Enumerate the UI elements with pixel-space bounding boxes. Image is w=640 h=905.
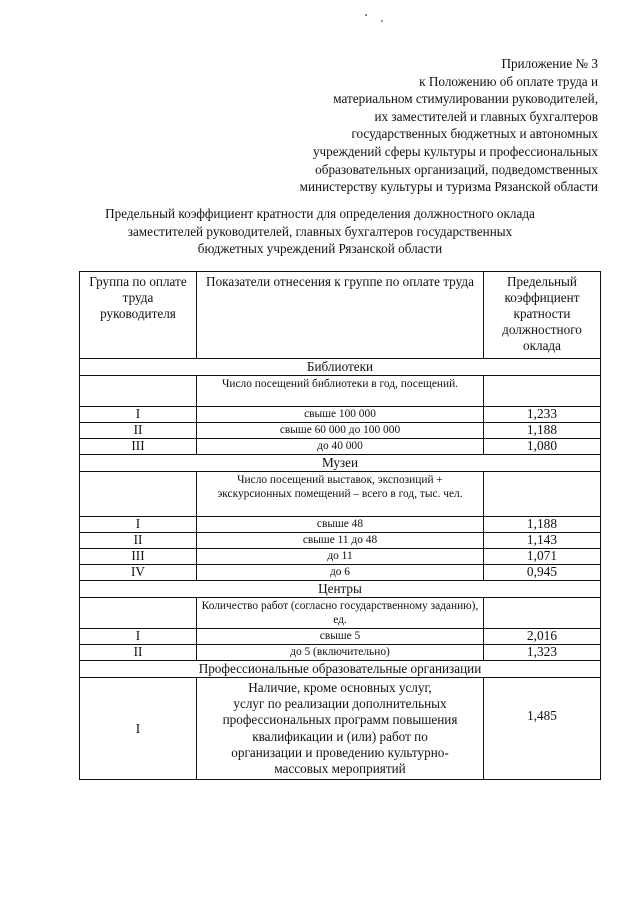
table-row — [80, 678, 601, 780]
section-libraries: Библиотеки — [80, 359, 601, 376]
value-cell: 1,233 — [484, 407, 601, 423]
condition-cell: до 5 (включительно) — [197, 645, 484, 661]
condition-cell: до 11 — [197, 549, 484, 565]
table-row — [80, 629, 601, 645]
indicator-row — [80, 598, 601, 629]
group-cell: II — [80, 645, 197, 661]
annex-line: Приложение № 3 — [501, 56, 598, 71]
annex-line: их заместителей и главных бухгалтеров — [374, 108, 598, 124]
table-header-row — [80, 272, 601, 359]
table-row — [80, 423, 601, 439]
value-cell: 0,945 — [484, 565, 601, 581]
group-cell: IV — [80, 565, 197, 581]
section-centers: Центры — [80, 581, 601, 598]
section-row — [80, 581, 601, 598]
coefficient-table — [79, 271, 601, 780]
value-cell: 2,016 — [484, 629, 601, 645]
value-cell: 1,485 — [484, 678, 601, 780]
table-row — [80, 439, 601, 455]
value-cell: 1,080 — [484, 439, 601, 455]
condition-cell: до 6 — [197, 565, 484, 581]
header-group: Группа по оплате труда руководителя — [80, 272, 197, 359]
annex-line: к Положению об оплате труда и — [419, 73, 598, 89]
condition-cell: свыше 11 до 48 — [197, 533, 484, 549]
group-cell: I — [80, 407, 197, 423]
title-line: заместителей руководителей, главных бухгалтеров государственных — [127, 223, 513, 239]
condition-cell: до 40 000 — [197, 439, 484, 455]
indicator-row — [80, 472, 601, 517]
value-cell: 1,143 — [484, 533, 601, 549]
condition-cell: свыше 48 — [197, 517, 484, 533]
annex-line: министерству культуры и туризма Рязанской области — [299, 179, 598, 195]
condition-cell: свыше 100 000 — [197, 407, 484, 423]
value-cell: 1,323 — [484, 645, 601, 661]
indicator-row — [80, 376, 601, 407]
section-row — [80, 661, 601, 678]
table-row — [80, 533, 601, 549]
indicator-line: организации и проведению культурно- — [231, 744, 449, 760]
section-row — [80, 455, 601, 472]
scan-speck — [381, 20, 383, 22]
table-row — [80, 517, 601, 533]
indicator-centers: Количество работ (согласно государственному заданию), ед. — [197, 598, 484, 629]
annex-line: образовательных организаций, подведомственных — [315, 161, 598, 177]
value-cell: 1,188 — [484, 423, 601, 439]
group-cell: III — [80, 439, 197, 455]
section-row — [80, 359, 601, 376]
indicator-libraries: Число посещений библиотеки в год, посещений. — [197, 376, 484, 407]
value-cell: 1,071 — [484, 549, 601, 565]
table-row — [80, 565, 601, 581]
section-museums: Музеи — [80, 455, 601, 472]
scan-speck — [365, 14, 367, 16]
annex-line: материальном стимулировании руководителей, — [333, 91, 598, 107]
value-cell: 1,188 — [484, 517, 601, 533]
title-line: Предельный коэффициент кратности для определения должностного оклада — [105, 206, 535, 221]
indicator-line: Наличие, кроме основных услуг, — [248, 680, 432, 695]
group-cell: I — [80, 517, 197, 533]
group-cell: I — [80, 678, 197, 780]
annex-header — [198, 55, 598, 196]
section-professional: Профессиональные образовательные организации — [80, 661, 601, 678]
indicator-line: квалификации и (или) работ по — [252, 728, 428, 744]
indicator-professional — [197, 678, 484, 780]
table-row — [80, 549, 601, 565]
group-cell: III — [80, 549, 197, 565]
indicator-line: массовых мероприятий — [274, 761, 406, 777]
header-coefficient: Предельный коэффициент кратности должностного оклада — [484, 272, 601, 359]
indicator-line: профессиональных программ повышения — [222, 712, 458, 728]
annex-line: учреждений сферы культуры и профессиональных — [312, 143, 598, 159]
condition-cell: свыше 5 — [197, 629, 484, 645]
group-cell: II — [80, 533, 197, 549]
header-indicators: Показатели отнесения к группе по оплате труда — [197, 272, 484, 359]
group-cell: I — [80, 629, 197, 645]
document-title — [60, 205, 580, 258]
condition-cell: свыше 60 000 до 100 000 — [197, 423, 484, 439]
annex-line: государственных бюджетных и автономных — [351, 126, 598, 142]
table-row — [80, 407, 601, 423]
group-cell: II — [80, 423, 197, 439]
indicator-line: услуг по реализации дополнительных — [233, 696, 447, 712]
indicator-museums: Число посещений выставок, экспозиций + экскурсионных помещений – всего в год, тыс. чел. — [197, 472, 484, 517]
table-row — [80, 645, 601, 661]
title-line: бюджетных учреждений Рязанской области — [197, 241, 443, 256]
